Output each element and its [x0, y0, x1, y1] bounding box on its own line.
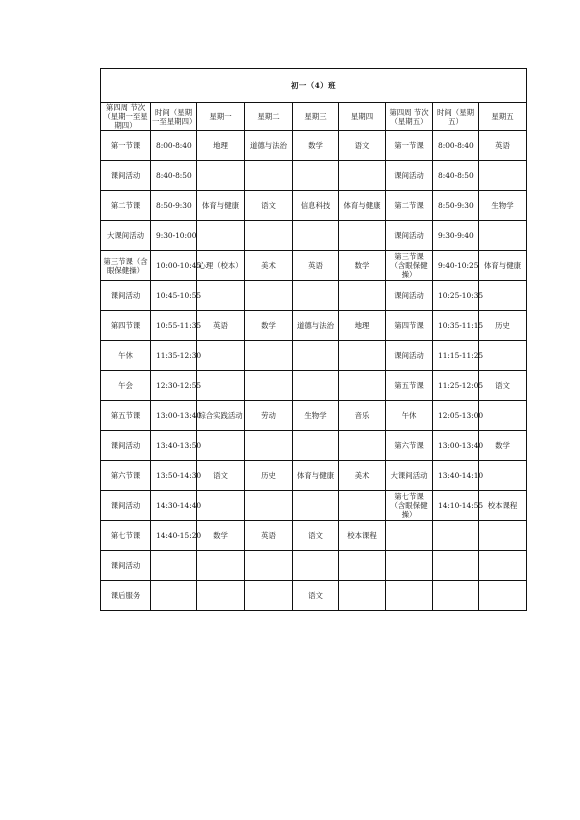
header-cell-period: 第四周 节次（星期一至星期四）: [101, 103, 151, 131]
cell-tuesday: [245, 281, 293, 311]
table-row: [101, 191, 527, 221]
cell-friday: 历史: [479, 311, 527, 341]
cell-friday-time: [433, 581, 479, 611]
cell-wednesday: 生物学: [293, 401, 339, 431]
cell-time: 10:45-10:55: [151, 281, 197, 311]
cell-monday: 英语: [197, 311, 245, 341]
cell-thursday: [339, 581, 386, 611]
cell-thursday: [339, 491, 386, 521]
cell-period: 课后服务: [101, 581, 151, 611]
cell-friday-time: 10:25-10:35: [433, 281, 479, 311]
cell-friday-period: 第五节课: [386, 371, 433, 401]
header-cell-thursday: 星期四: [339, 103, 386, 131]
cell-friday-period: 课间活动: [386, 281, 433, 311]
cell-monday: [197, 491, 245, 521]
cell-friday-time: 11:25-12:05: [433, 371, 479, 401]
cell-thursday: 体育与健康: [339, 191, 386, 221]
cell-tuesday: [245, 491, 293, 521]
table-row: [101, 401, 527, 431]
cell-thursday: [339, 371, 386, 401]
cell-wednesday: 英语: [293, 251, 339, 281]
cell-wednesday: [293, 281, 339, 311]
cell-friday-time: 8:00-8:40: [433, 131, 479, 161]
cell-thursday: 数学: [339, 251, 386, 281]
timetable-sheet: [100, 68, 526, 611]
cell-time: 8:00-8:40: [151, 131, 197, 161]
cell-friday: [479, 221, 527, 251]
header-cell-wednesday: 星期三: [293, 103, 339, 131]
cell-friday: 生物学: [479, 191, 527, 221]
cell-time: 13:00-13:40: [151, 401, 197, 431]
header-cell-friday-period: 第四周 节次（星期五）: [386, 103, 433, 131]
cell-friday-time: 13:00-13:40: [433, 431, 479, 461]
header-cell-monday: 星期一: [197, 103, 245, 131]
cell-friday-period: 午休: [386, 401, 433, 431]
cell-friday-period: 课间活动: [386, 221, 433, 251]
cell-monday: 综合实践活动: [197, 401, 245, 431]
cell-thursday: 音乐: [339, 401, 386, 431]
cell-period: 第六节课: [101, 461, 151, 491]
cell-period: 第二节课: [101, 191, 151, 221]
cell-friday-period: 课间活动: [386, 341, 433, 371]
cell-tuesday: [245, 221, 293, 251]
cell-friday: 数学: [479, 431, 527, 461]
cell-thursday: 校本课程: [339, 521, 386, 551]
cell-wednesday: 数学: [293, 131, 339, 161]
cell-thursday: [339, 431, 386, 461]
cell-friday: [479, 281, 527, 311]
cell-monday: [197, 581, 245, 611]
table-row: [101, 341, 527, 371]
cell-friday-time: 8:40-8:50: [433, 161, 479, 191]
cell-monday: 语文: [197, 461, 245, 491]
cell-friday-period: [386, 581, 433, 611]
cell-friday-time: 10:35-11:15: [433, 311, 479, 341]
cell-friday-period: 第二节课: [386, 191, 433, 221]
cell-thursday: 美术: [339, 461, 386, 491]
cell-monday: 心理（校本）: [197, 251, 245, 281]
cell-wednesday: 语文: [293, 521, 339, 551]
cell-time: 11:35-12:30: [151, 341, 197, 371]
cell-monday: [197, 341, 245, 371]
table-row: [101, 491, 527, 521]
cell-thursday: 地理: [339, 311, 386, 341]
cell-time: 13:40-13:50: [151, 431, 197, 461]
cell-friday-time: 12:05-13:00: [433, 401, 479, 431]
cell-friday: [479, 461, 527, 491]
cell-thursday: 语文: [339, 131, 386, 161]
cell-friday-period: 第三节课（含眼保健操）: [386, 251, 433, 281]
cell-friday-time: 13:40-14:10: [433, 461, 479, 491]
header-cell-friday-time: 时间（星期五）: [433, 103, 479, 131]
cell-wednesday: 道德与法治: [293, 311, 339, 341]
table-row: [101, 371, 527, 401]
cell-time: 14:40-15:20: [151, 521, 197, 551]
cell-time: 12:30-12:55: [151, 371, 197, 401]
cell-tuesday: [245, 551, 293, 581]
cell-tuesday: [245, 371, 293, 401]
cell-wednesday: 体育与健康: [293, 461, 339, 491]
cell-time: 8:40-8:50: [151, 161, 197, 191]
cell-wednesday: [293, 431, 339, 461]
table-row: [101, 581, 527, 611]
table-row: [101, 461, 527, 491]
cell-friday-period: [386, 551, 433, 581]
cell-wednesday: 语文: [293, 581, 339, 611]
header-cell-time: 时间（星期一至星期四）: [151, 103, 197, 131]
cell-time: 8:50-9:30: [151, 191, 197, 221]
cell-time: 14:30-14:40: [151, 491, 197, 521]
cell-period: 第七节课: [101, 521, 151, 551]
cell-period: 午会: [101, 371, 151, 401]
table-row: [101, 131, 527, 161]
table-row: [101, 281, 527, 311]
cell-friday-period: 第七节课（含眼保健操）: [386, 491, 433, 521]
cell-thursday: [339, 161, 386, 191]
cell-friday: [479, 551, 527, 581]
cell-friday: 语文: [479, 371, 527, 401]
cell-friday-time: 8:50-9:30: [433, 191, 479, 221]
cell-wednesday: 信息科技: [293, 191, 339, 221]
table-row: [101, 431, 527, 461]
cell-thursday: [339, 281, 386, 311]
cell-wednesday: [293, 341, 339, 371]
cell-monday: [197, 431, 245, 461]
cell-thursday: [339, 551, 386, 581]
cell-tuesday: 美术: [245, 251, 293, 281]
cell-monday: [197, 161, 245, 191]
cell-time: [151, 581, 197, 611]
cell-period: 课间活动: [101, 281, 151, 311]
cell-period: 第四节课: [101, 311, 151, 341]
cell-period: 午休: [101, 341, 151, 371]
cell-friday: [479, 341, 527, 371]
table-row: [101, 311, 527, 341]
cell-period: 课间活动: [101, 161, 151, 191]
cell-monday: [197, 281, 245, 311]
cell-time: [151, 551, 197, 581]
cell-tuesday: 历史: [245, 461, 293, 491]
cell-tuesday: [245, 581, 293, 611]
cell-friday-time: [433, 551, 479, 581]
cell-tuesday: 英语: [245, 521, 293, 551]
cell-wednesday: [293, 161, 339, 191]
cell-friday-time: 11:15-11:25: [433, 341, 479, 371]
cell-period: 课间活动: [101, 551, 151, 581]
cell-tuesday: 语文: [245, 191, 293, 221]
cell-wednesday: [293, 371, 339, 401]
title-row: [101, 69, 527, 103]
cell-tuesday: 数学: [245, 311, 293, 341]
cell-friday: [479, 521, 527, 551]
cell-friday-period: 第一节课: [386, 131, 433, 161]
cell-wednesday: [293, 551, 339, 581]
cell-monday: [197, 551, 245, 581]
cell-friday: 体育与健康: [479, 251, 527, 281]
cell-time: 10:55-11:35: [151, 311, 197, 341]
cell-period: 第五节课: [101, 401, 151, 431]
cell-wednesday: [293, 221, 339, 251]
header-cell-friday: 星期五: [479, 103, 527, 131]
table-row: [101, 521, 527, 551]
cell-period: 课间活动: [101, 431, 151, 461]
cell-period: 第三节课（含眼保健操）: [101, 251, 151, 281]
table-row: [101, 161, 527, 191]
cell-thursday: [339, 341, 386, 371]
cell-friday: [479, 401, 527, 431]
cell-monday: [197, 221, 245, 251]
cell-wednesday: [293, 491, 339, 521]
cell-time: 9:30-10:00: [151, 221, 197, 251]
cell-friday-time: [433, 521, 479, 551]
cell-period: 第一节课: [101, 131, 151, 161]
cell-thursday: [339, 221, 386, 251]
cell-friday-period: 大课间活动: [386, 461, 433, 491]
header-row: [101, 103, 527, 131]
table-row: [101, 251, 527, 281]
cell-friday-time: 9:30-9:40: [433, 221, 479, 251]
cell-friday-period: 第四节课: [386, 311, 433, 341]
cell-monday: 地理: [197, 131, 245, 161]
table-row: [101, 551, 527, 581]
timetable-title: 初一（4）班: [101, 69, 527, 103]
cell-tuesday: 道德与法治: [245, 131, 293, 161]
cell-monday: 体育与健康: [197, 191, 245, 221]
timetable: [100, 68, 527, 611]
cell-tuesday: 劳动: [245, 401, 293, 431]
cell-tuesday: [245, 431, 293, 461]
cell-friday-period: 课间活动: [386, 161, 433, 191]
cell-friday: [479, 581, 527, 611]
header-cell-tuesday: 星期二: [245, 103, 293, 131]
cell-tuesday: [245, 161, 293, 191]
cell-time: 13:50-14:30: [151, 461, 197, 491]
cell-friday: 校本课程: [479, 491, 527, 521]
cell-friday: [479, 161, 527, 191]
cell-period: 课间活动: [101, 491, 151, 521]
cell-tuesday: [245, 341, 293, 371]
table-row: [101, 221, 527, 251]
cell-friday-period: [386, 521, 433, 551]
cell-friday-time: 9:40-10:25: [433, 251, 479, 281]
cell-monday: [197, 371, 245, 401]
cell-period: 大课间活动: [101, 221, 151, 251]
cell-friday-period: 第六节课: [386, 431, 433, 461]
cell-monday: 数学: [197, 521, 245, 551]
cell-friday: 英语: [479, 131, 527, 161]
cell-time: 10:00-10:45: [151, 251, 197, 281]
cell-friday-time: 14:10-14:55: [433, 491, 479, 521]
